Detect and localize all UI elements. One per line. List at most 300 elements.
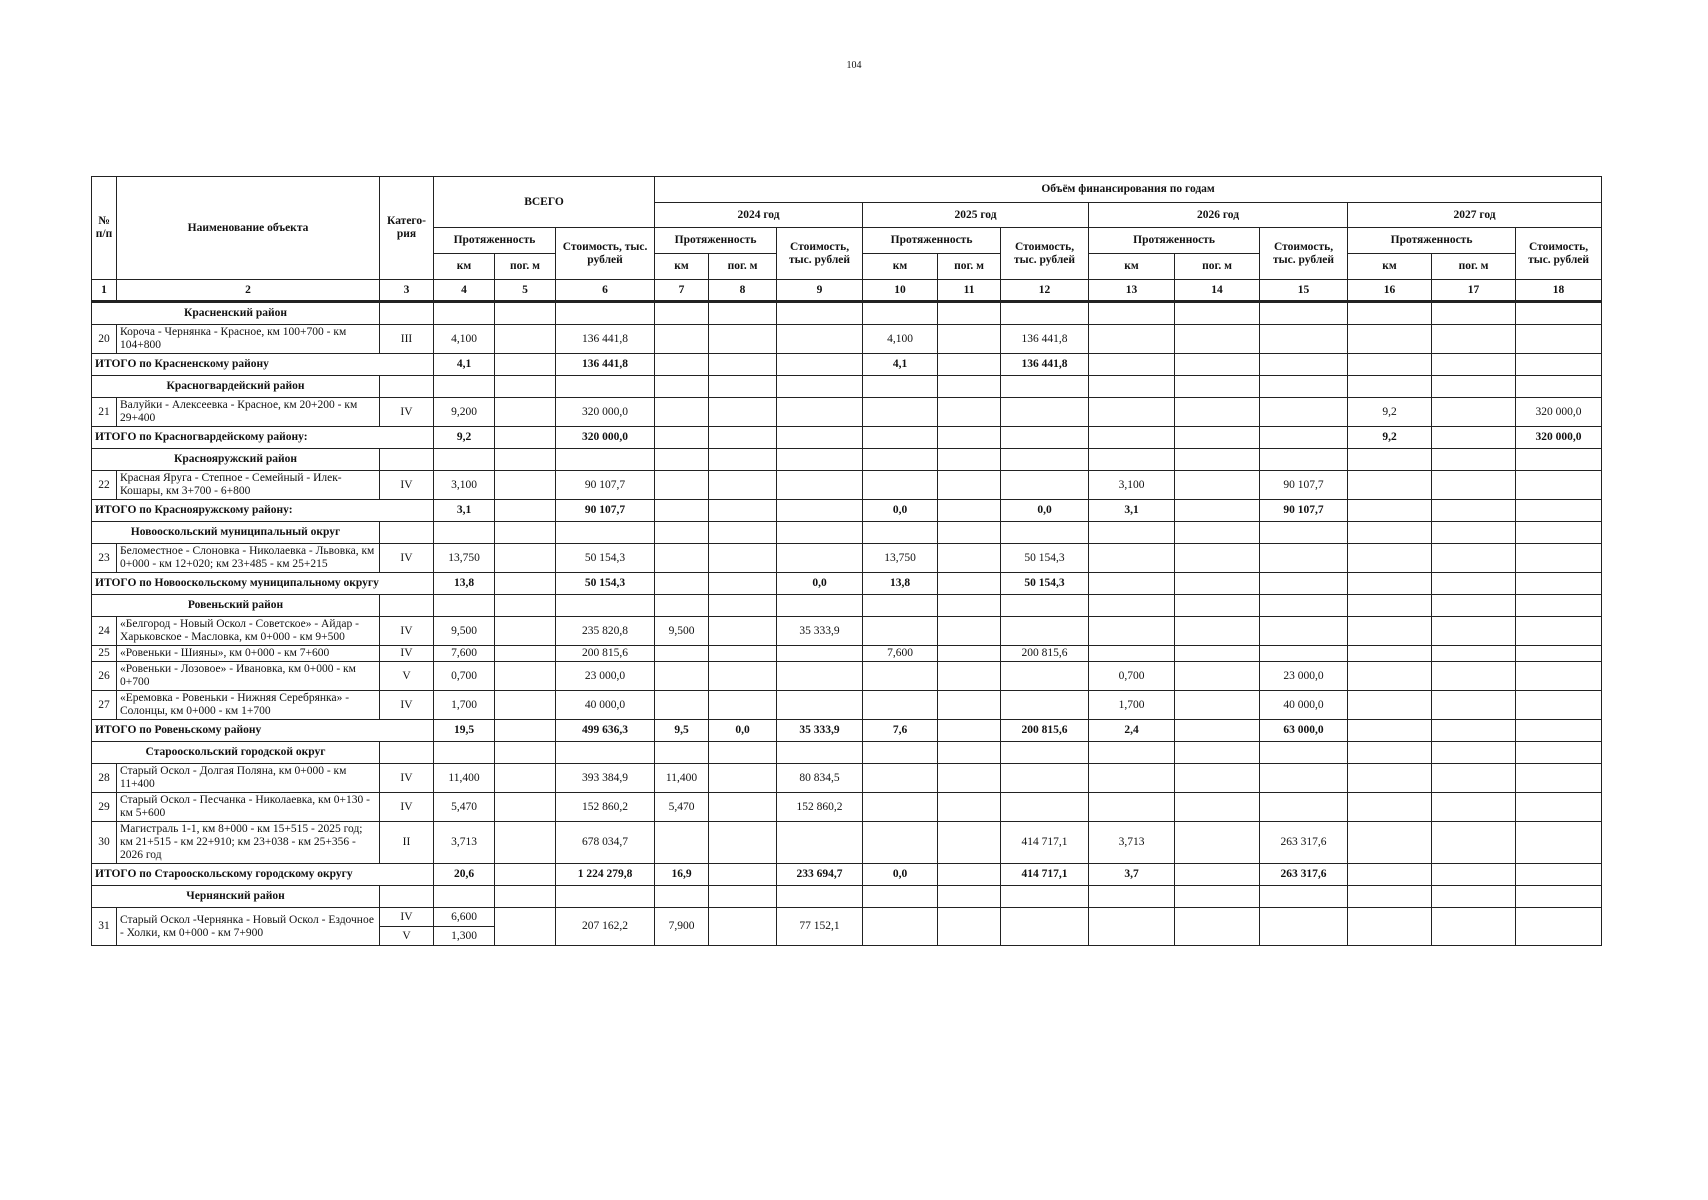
empty-cell <box>777 302 863 325</box>
value-cell: 414 717,1 <box>1001 822 1089 864</box>
empty-cell <box>1001 522 1089 544</box>
district-name: Ровеньский район <box>92 595 380 617</box>
table-row-object <box>92 691 1602 720</box>
header-pog-m: пог. м <box>709 254 777 280</box>
empty-cell <box>556 742 655 764</box>
total-value-cell <box>1516 864 1602 886</box>
total-value-cell: 50 154,3 <box>556 573 655 595</box>
value-cell <box>1348 822 1432 864</box>
value-cell <box>777 662 863 691</box>
value-cell <box>495 398 556 427</box>
empty-cell <box>938 376 1001 398</box>
total-value-cell: 50 154,3 <box>1001 573 1089 595</box>
value-cell: 23 000,0 <box>556 662 655 691</box>
value-cell <box>1001 617 1089 646</box>
total-value-cell <box>655 427 709 449</box>
value-cell <box>655 325 709 354</box>
value-cell: 200 815,6 <box>556 646 655 662</box>
empty-cell <box>434 302 495 325</box>
empty-cell <box>1260 522 1348 544</box>
value-cell <box>1432 617 1516 646</box>
empty-cell <box>556 302 655 325</box>
total-value-cell <box>1348 720 1432 742</box>
total-value-cell <box>709 573 777 595</box>
empty-cell <box>938 595 1001 617</box>
total-value-cell: 19,5 <box>434 720 495 742</box>
table-row-object <box>92 764 1602 793</box>
header-year-2025: 2025 год <box>863 203 1089 228</box>
value-cell <box>1432 325 1516 354</box>
empty-cell <box>1260 376 1348 398</box>
table-row-object-31 <box>92 908 1602 927</box>
total-value-cell: 233 694,7 <box>777 864 863 886</box>
value-cell: 13,750 <box>863 544 938 573</box>
object-category: III <box>380 325 434 354</box>
total-value-cell <box>709 427 777 449</box>
value-cell <box>863 793 938 822</box>
column-number: 7 <box>655 280 709 302</box>
total-row <box>92 427 1602 449</box>
empty-cell <box>1001 449 1089 471</box>
value-cell <box>1348 617 1432 646</box>
total-value-cell <box>938 720 1001 742</box>
district-header-row <box>92 886 1602 908</box>
column-number: 5 <box>495 280 556 302</box>
value-cell <box>1516 325 1602 354</box>
value-cell <box>938 544 1001 573</box>
total-value-cell <box>1001 427 1089 449</box>
empty-cell <box>1348 376 1432 398</box>
district-header-row <box>92 595 1602 617</box>
value-cell <box>655 471 709 500</box>
empty-cell <box>495 449 556 471</box>
table-row-object <box>92 793 1602 822</box>
header-year-2026: 2026 год <box>1089 203 1348 228</box>
empty-cell <box>1516 376 1602 398</box>
value-cell <box>1516 793 1602 822</box>
total-value-cell <box>1175 720 1260 742</box>
empty-cell <box>863 449 938 471</box>
total-label: ИТОГО по Старооскольскому городскому округу <box>92 864 434 886</box>
value-cell <box>938 793 1001 822</box>
district-header-row <box>92 522 1602 544</box>
value-cell <box>1175 822 1260 864</box>
empty-cell <box>655 376 709 398</box>
total-value-cell <box>777 427 863 449</box>
object-category: IV <box>380 691 434 720</box>
empty-cell <box>863 522 938 544</box>
total-value-cell: 136 441,8 <box>556 354 655 376</box>
column-number: 12 <box>1001 280 1089 302</box>
value-cell: 4,100 <box>863 325 938 354</box>
total-value-cell <box>938 427 1001 449</box>
empty-cell <box>1089 886 1175 908</box>
total-value-cell: 320 000,0 <box>556 427 655 449</box>
value-cell <box>709 617 777 646</box>
total-value-cell: 35 333,9 <box>777 720 863 742</box>
district-name: Старооскольский городской округ <box>92 742 380 764</box>
empty-cell <box>863 886 938 908</box>
empty-cell <box>495 376 556 398</box>
total-label: ИТОГО по Краснояружскому району: <box>92 500 434 522</box>
empty-cell <box>1175 886 1260 908</box>
header-category: Катего-рия <box>380 177 434 280</box>
total-value-cell: 4,1 <box>434 354 495 376</box>
object-name: Красная Яруга - Степное - Семейный - Илек-Кошары, км 3+700 - 6+800 <box>117 471 380 500</box>
total-value-cell: 263 317,6 <box>1260 864 1348 886</box>
total-value-cell <box>1089 427 1175 449</box>
value-cell <box>938 325 1001 354</box>
value-cell <box>938 764 1001 793</box>
empty-cell <box>655 886 709 908</box>
empty-cell <box>380 449 434 471</box>
table-row-object <box>92 646 1602 662</box>
row-number: 24 <box>92 617 117 646</box>
empty-cell <box>1516 595 1602 617</box>
total-value-cell <box>1348 573 1432 595</box>
empty-cell <box>938 742 1001 764</box>
value-cell <box>1260 617 1348 646</box>
value-cell <box>1260 908 1348 946</box>
total-value-cell: 9,5 <box>655 720 709 742</box>
header-total: ВСЕГО <box>434 177 655 228</box>
value-cell <box>495 544 556 573</box>
total-value-cell: 320 000,0 <box>1516 427 1602 449</box>
value-cell <box>1175 908 1260 946</box>
total-value-cell <box>1175 864 1260 886</box>
value-cell <box>1348 471 1432 500</box>
total-value-cell <box>655 573 709 595</box>
total-value-cell <box>1175 354 1260 376</box>
total-value-cell: 0,0 <box>777 573 863 595</box>
empty-cell <box>434 595 495 617</box>
empty-cell <box>1260 886 1348 908</box>
value-cell: 136 441,8 <box>1001 325 1089 354</box>
total-value-cell: 9,2 <box>434 427 495 449</box>
value-cell <box>1001 398 1089 427</box>
value-cell <box>863 822 938 864</box>
total-value-cell <box>938 573 1001 595</box>
object-category: IV <box>380 398 434 427</box>
table-header <box>92 177 1602 302</box>
empty-cell <box>434 449 495 471</box>
object-name: «Еремовка - Ровеньки - Нижняя Серебрянка» - Солонцы, км 0+000 - км 1+700 <box>117 691 380 720</box>
object-name: «Белгород - Новый Оскол - Советское» - Айдар - Харьковское - Масловка, км 0+000 - км 9+500 <box>117 617 380 646</box>
header-km: км <box>434 254 495 280</box>
total-value-cell <box>938 864 1001 886</box>
value-cell <box>863 617 938 646</box>
value-cell <box>938 691 1001 720</box>
total-value-cell: 0,0 <box>1001 500 1089 522</box>
object-category: IV <box>380 471 434 500</box>
object-category: IV <box>380 617 434 646</box>
empty-cell <box>655 522 709 544</box>
value-cell <box>1089 544 1175 573</box>
object-category: II <box>380 822 434 864</box>
value-cell: 0,700 <box>1089 662 1175 691</box>
object-name: Короча - Чернянка - Красное, км 100+700 - км 104+800 <box>117 325 380 354</box>
column-number: 16 <box>1348 280 1432 302</box>
value-cell <box>1260 544 1348 573</box>
total-label: ИТОГО по Новооскольскому муниципальному округу <box>92 573 434 595</box>
empty-cell <box>863 302 938 325</box>
total-value-cell <box>1432 427 1516 449</box>
value-cell <box>655 691 709 720</box>
header-num: № п/п <box>92 177 117 280</box>
value-cell <box>495 764 556 793</box>
empty-cell <box>777 886 863 908</box>
value-cell: 90 107,7 <box>556 471 655 500</box>
value-cell <box>1432 471 1516 500</box>
value-cell <box>1260 325 1348 354</box>
value-cell <box>777 691 863 720</box>
empty-cell <box>777 522 863 544</box>
total-value-cell <box>938 354 1001 376</box>
header-length: Протяженность <box>434 228 556 254</box>
header-year-2027: 2027 год <box>1348 203 1602 228</box>
value-cell: 393 384,9 <box>556 764 655 793</box>
empty-cell <box>1089 522 1175 544</box>
table-row-object <box>92 617 1602 646</box>
value-cell <box>709 325 777 354</box>
empty-cell <box>709 886 777 908</box>
empty-cell <box>1089 742 1175 764</box>
value-cell <box>938 908 1001 946</box>
value-cell: 9,2 <box>1348 398 1432 427</box>
total-value-cell: 2,4 <box>1089 720 1175 742</box>
empty-cell <box>1348 742 1432 764</box>
value-cell <box>709 646 777 662</box>
total-value-cell <box>709 500 777 522</box>
header-length: Протяженность <box>655 228 777 254</box>
total-value-cell: 13,8 <box>434 573 495 595</box>
column-number: 9 <box>777 280 863 302</box>
total-value-cell <box>1432 500 1516 522</box>
value-cell <box>1432 793 1516 822</box>
total-value-cell <box>495 573 556 595</box>
total-value-cell <box>1348 354 1432 376</box>
empty-cell <box>1089 595 1175 617</box>
total-value-cell <box>777 500 863 522</box>
value-cell <box>1001 793 1089 822</box>
object-name: Магистраль 1-1, км 8+000 - км 15+515 - 2025 год; км 21+515 - км 22+910; км 23+038 - км 25+356 - 2026 год <box>117 822 380 864</box>
value-cell <box>1001 908 1089 946</box>
total-value-cell: 414 717,1 <box>1001 864 1089 886</box>
value-cell <box>1175 398 1260 427</box>
value-cell <box>1175 544 1260 573</box>
value-cell <box>863 398 938 427</box>
empty-cell <box>1432 302 1516 325</box>
empty-cell <box>1432 742 1516 764</box>
value-cell <box>1516 471 1602 500</box>
value-cell <box>1175 646 1260 662</box>
empty-cell <box>1175 742 1260 764</box>
empty-cell <box>1260 595 1348 617</box>
value-cell: 3,713 <box>1089 822 1175 864</box>
total-value-cell <box>495 864 556 886</box>
value-cell: 7,900 <box>655 908 709 946</box>
empty-cell <box>709 595 777 617</box>
column-number: 10 <box>863 280 938 302</box>
object-name: Старый Оскол - Долгая Поляна, км 0+000 - км 11+400 <box>117 764 380 793</box>
value-cell <box>1432 646 1516 662</box>
header-length: Протяженность <box>863 228 1001 254</box>
value-cell <box>709 822 777 864</box>
value-cell <box>495 822 556 864</box>
empty-cell <box>777 376 863 398</box>
total-value-cell <box>1432 720 1516 742</box>
empty-cell <box>434 886 495 908</box>
total-value-cell: 200 815,6 <box>1001 720 1089 742</box>
column-number: 1 <box>92 280 117 302</box>
header-year-2024: 2024 год <box>655 203 863 228</box>
value-cell: 80 834,5 <box>777 764 863 793</box>
total-value-cell: 90 107,7 <box>1260 500 1348 522</box>
empty-cell <box>1260 742 1348 764</box>
total-value-cell <box>655 500 709 522</box>
empty-cell <box>434 522 495 544</box>
value-cell: 320 000,0 <box>1516 398 1602 427</box>
empty-cell <box>863 742 938 764</box>
empty-cell <box>709 449 777 471</box>
value-cell <box>1089 764 1175 793</box>
value-cell <box>1175 764 1260 793</box>
value-cell <box>863 764 938 793</box>
column-number: 17 <box>1432 280 1516 302</box>
value-cell <box>938 398 1001 427</box>
value-cell <box>1089 617 1175 646</box>
row-number: 28 <box>92 764 117 793</box>
value-cell <box>1175 691 1260 720</box>
total-value-cell <box>1348 864 1432 886</box>
value-cell <box>1089 646 1175 662</box>
row-number: 23 <box>92 544 117 573</box>
header-name: Наименование объекта <box>117 177 380 280</box>
value-cell: 3,713 <box>434 822 495 864</box>
total-value-cell: 0,0 <box>709 720 777 742</box>
total-value-cell <box>1516 354 1602 376</box>
value-cell <box>777 325 863 354</box>
value-cell <box>938 617 1001 646</box>
total-value-cell: 1 224 279,8 <box>556 864 655 886</box>
empty-cell <box>380 595 434 617</box>
value-cell <box>1432 662 1516 691</box>
total-value-cell: 16,9 <box>655 864 709 886</box>
empty-cell <box>380 376 434 398</box>
header-km: км <box>1089 254 1175 280</box>
table-body <box>92 302 1602 946</box>
page-number: 104 <box>846 60 862 71</box>
value-cell: 40 000,0 <box>1260 691 1348 720</box>
header-pog-m: пог. м <box>495 254 556 280</box>
empty-cell <box>777 449 863 471</box>
empty-cell <box>1348 449 1432 471</box>
empty-cell <box>1175 522 1260 544</box>
empty-cell <box>434 742 495 764</box>
empty-cell <box>655 449 709 471</box>
header-km: км <box>1348 254 1432 280</box>
row-number: 20 <box>92 325 117 354</box>
total-value-cell <box>1516 500 1602 522</box>
value-cell <box>1260 793 1348 822</box>
value-cell <box>1348 764 1432 793</box>
total-value-cell <box>1260 427 1348 449</box>
table-row-object <box>92 398 1602 427</box>
value-cell <box>863 471 938 500</box>
empty-cell <box>1348 595 1432 617</box>
value-cell <box>709 398 777 427</box>
total-value-cell: 499 636,3 <box>556 720 655 742</box>
value-cell <box>709 662 777 691</box>
value-cell <box>863 662 938 691</box>
empty-cell <box>1260 449 1348 471</box>
row-number: 31 <box>92 908 117 946</box>
empty-cell <box>709 522 777 544</box>
district-name: Красногвардейский район <box>92 376 380 398</box>
value-cell <box>1516 691 1602 720</box>
total-value-cell <box>495 500 556 522</box>
header-length: Протяженность <box>1348 228 1516 254</box>
total-row <box>92 573 1602 595</box>
value-cell <box>1089 793 1175 822</box>
district-name: Красненский район <box>92 302 380 325</box>
empty-cell <box>1432 449 1516 471</box>
empty-cell <box>709 376 777 398</box>
value-cell <box>1432 764 1516 793</box>
value-cell <box>709 691 777 720</box>
total-value-cell <box>938 500 1001 522</box>
value-cell <box>709 908 777 946</box>
value-cell: 263 317,6 <box>1260 822 1348 864</box>
total-label: ИТОГО по Красненскому району <box>92 354 434 376</box>
value-cell <box>1175 662 1260 691</box>
value-cell <box>1175 617 1260 646</box>
value-cell <box>1432 544 1516 573</box>
value-cell <box>495 646 556 662</box>
row-number: 30 <box>92 822 117 864</box>
total-value-cell: 13,8 <box>863 573 938 595</box>
empty-cell <box>938 449 1001 471</box>
column-number: 6 <box>556 280 655 302</box>
table-row-object <box>92 471 1602 500</box>
value-cell <box>1001 691 1089 720</box>
column-number: 18 <box>1516 280 1602 302</box>
value-cell: 9,500 <box>655 617 709 646</box>
column-number: 3 <box>380 280 434 302</box>
total-value-cell <box>1260 573 1348 595</box>
value-cell <box>777 471 863 500</box>
value-cell <box>655 662 709 691</box>
object-name: Валуйки - Алексеевка - Красное, км 20+200 - км 29+400 <box>117 398 380 427</box>
value-cell <box>777 544 863 573</box>
empty-cell <box>1089 302 1175 325</box>
empty-cell <box>709 742 777 764</box>
value-cell <box>495 471 556 500</box>
column-number: 4 <box>434 280 495 302</box>
total-value-cell: 7,6 <box>863 720 938 742</box>
value-cell <box>777 646 863 662</box>
header-funding: Объём финансирования по годам <box>655 177 1602 203</box>
value-cell: 40 000,0 <box>556 691 655 720</box>
header-pog-m: пог. м <box>1432 254 1516 280</box>
total-value-cell <box>863 427 938 449</box>
total-value-cell: 0,0 <box>863 864 938 886</box>
empty-cell <box>556 522 655 544</box>
total-value-cell <box>1432 573 1516 595</box>
value-cell: 200 815,6 <box>1001 646 1089 662</box>
object-name: Беломестное - Слоновка - Николаевка - Львовка, км 0+000 - км 12+020; км 23+485 - км 25+215 <box>117 544 380 573</box>
empty-cell <box>709 302 777 325</box>
